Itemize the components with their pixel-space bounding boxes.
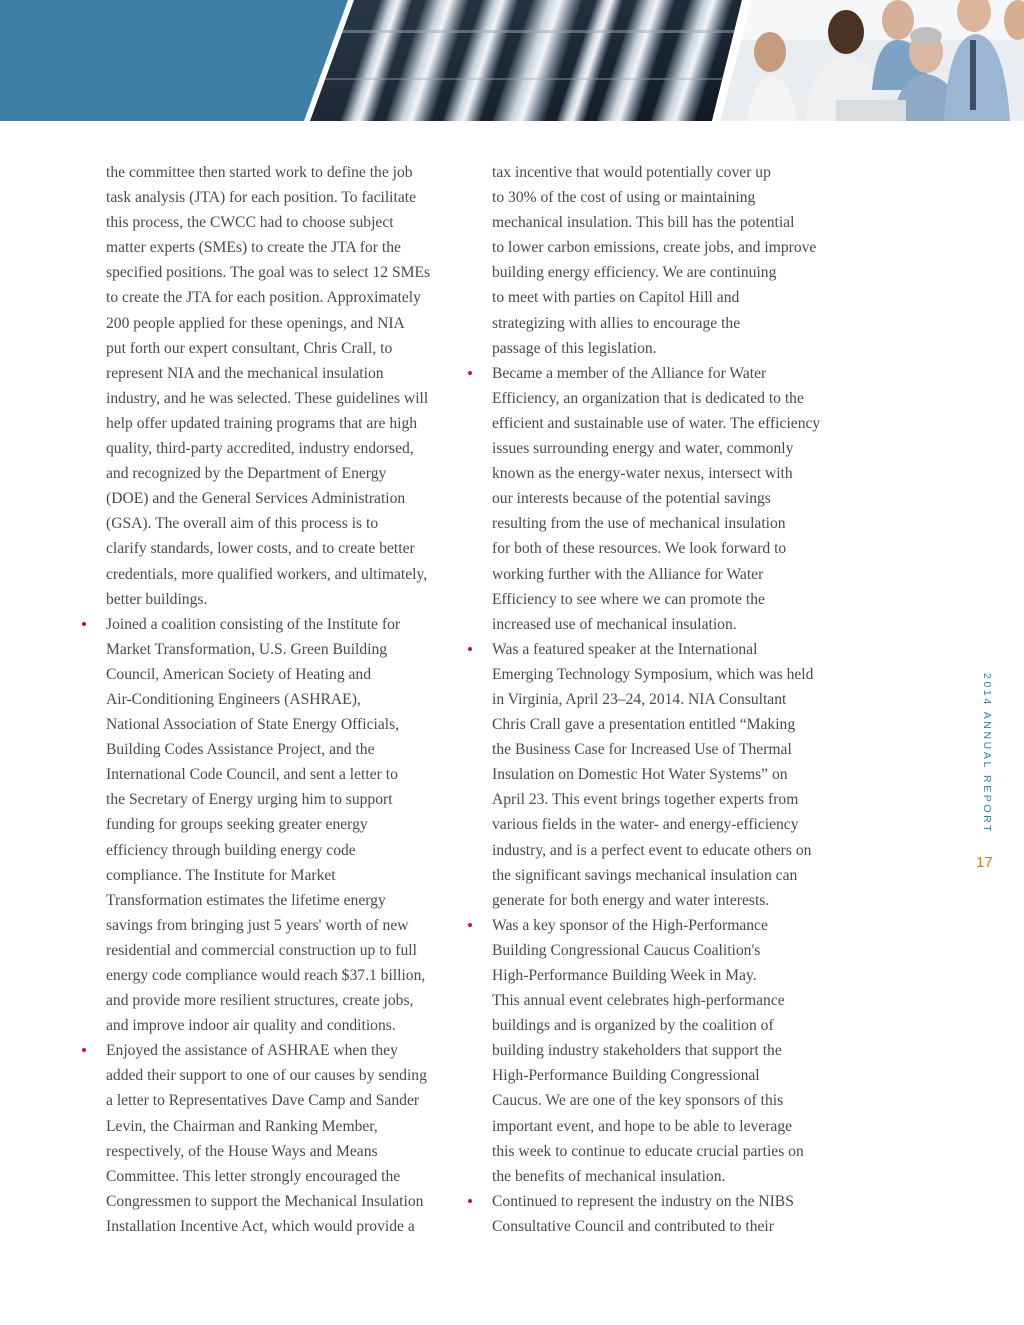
- text-line: important event, and hope to be able to leverage: [492, 1117, 793, 1135]
- bullet-item: [492, 637, 837, 913]
- paragraph: [106, 160, 451, 612]
- text-line: Building Congressional Caucus Coalition's: [492, 941, 761, 959]
- text-line: clarify standards, lower costs, and to create better: [106, 540, 415, 558]
- text-line: this process, the CWCC had to choose subject: [106, 214, 394, 232]
- text-line: known as the energy-water nexus, intersect with: [492, 465, 793, 483]
- text-line: the benefits of mechanical insulation.: [492, 1167, 726, 1185]
- text-line: tax incentive that would potentially cover up: [492, 164, 771, 181]
- text-line: efficient and sustainable use of water. The efficiency: [492, 414, 821, 432]
- text-line: 200 people applied for these openings, and NIA: [106, 314, 405, 332]
- text-line: Transformation estimates the lifetime energy: [106, 891, 386, 909]
- header-banner: [0, 0, 1024, 121]
- text-line: better buildings.: [106, 590, 208, 608]
- text-line: this week to continue to educate crucial parties on: [492, 1142, 804, 1160]
- text-line: represent NIA and the mechanical insulation: [106, 364, 384, 382]
- left-column: [106, 160, 451, 1239]
- text-line: industry, and is a perfect event to educate others on: [492, 841, 812, 859]
- text-line: Air-Conditioning Engineers (ASHRAE),: [106, 690, 361, 708]
- text-line: respectively, of the House Ways and Means: [106, 1142, 378, 1160]
- text-line: quality, third-party accredited, industry endorsed,: [106, 440, 414, 458]
- bullet-dot-icon: [468, 371, 472, 375]
- text-line: Efficiency to see where we can promote the: [492, 590, 765, 608]
- text-line: the Business Case for Increased Use of Thermal: [492, 741, 792, 759]
- text-line: Chris Crall gave a presentation entitled “Making: [492, 716, 796, 734]
- text-line: passage of this legislation.: [492, 339, 657, 357]
- text-line: issues surrounding energy and water, commonly: [492, 440, 794, 458]
- text-line: Was a key sponsor of the High-Performance: [492, 916, 768, 934]
- text-line: to lower carbon emissions, create jobs, and improve: [492, 239, 817, 257]
- page-number: 17: [976, 854, 993, 871]
- text-line: High-Performance Building Week in May.: [492, 967, 757, 984]
- text-line: (GSA). The overall aim of this process is to: [106, 515, 379, 533]
- text-line: efficiency through building energy code: [106, 841, 356, 859]
- text-line: for both of these resources. We look forward to: [492, 540, 787, 558]
- text-line: Committee. This letter strongly encouraged the: [106, 1167, 401, 1185]
- text-line: in Virginia, April 23–24, 2014. NIA Consultant: [492, 690, 787, 708]
- text-line: added their support to one of our causes by sending: [106, 1067, 427, 1085]
- text-line: the Secretary of Energy urging him to support: [106, 791, 393, 809]
- bullet-item: [106, 1038, 451, 1239]
- text-line: This annual event celebrates high-performance: [492, 992, 785, 1010]
- text-line: Congressmen to support the Mechanical Insulation: [106, 1192, 424, 1210]
- text-line: buildings and is organized by the coalition of: [492, 1017, 774, 1035]
- text-line: savings from bringing just 5 years' worth of new: [106, 916, 409, 934]
- text-line: Efficiency, an organization that is dedicated to the: [492, 389, 804, 407]
- text-line: High-Performance Building Congressional: [492, 1067, 760, 1085]
- text-line: funding for groups seeking greater energy: [106, 816, 368, 834]
- text-line: credentials, more qualified workers, and ultimately,: [106, 565, 428, 583]
- text-line: and improve indoor air quality and conditions.: [106, 1017, 396, 1035]
- text-line: matter experts (SMEs) to create the JTA for the: [106, 239, 401, 257]
- text-line: the significant savings mechanical insulation can: [492, 866, 798, 884]
- text-line: working further with the Alliance for Water: [492, 565, 764, 583]
- text-line: Enjoyed the assistance of ASHRAE when they: [106, 1042, 398, 1060]
- text-line: Installation Incentive Act, which would provide a: [106, 1217, 415, 1235]
- text-line: mechanical insulation. This bill has the potential: [492, 214, 795, 232]
- bullet-item: [492, 1189, 837, 1239]
- text-line: Insulation on Domestic Hot Water Systems” on: [492, 766, 788, 784]
- pipes-photo: [300, 0, 750, 121]
- text-line: Building Codes Assistance Project, and the: [106, 741, 375, 759]
- text-line: resulting from the use of mechanical insulation: [492, 515, 786, 533]
- bullet-dot-icon: [468, 1199, 472, 1203]
- text-line: a letter to Representatives Dave Camp and Sander: [106, 1092, 420, 1110]
- text-line: Was a featured speaker at the International: [492, 640, 758, 658]
- text-line: building energy efficiency. We are continuing: [492, 264, 777, 282]
- text-line: compliance. The Institute for Market: [106, 866, 336, 884]
- text-line: Consultative Council and contributed to their: [492, 1217, 774, 1235]
- people-photo: [715, 0, 1024, 121]
- text-line: to create the JTA for each position. Approximately: [106, 289, 421, 307]
- text-line: Emerging Technology Symposium, which was held: [492, 665, 814, 683]
- text-line: and provide more resilient structures, create jobs,: [106, 992, 414, 1010]
- text-line: (DOE) and the General Services Administration: [106, 490, 406, 508]
- bullet-item: [492, 361, 837, 637]
- text-line: Council, American Society of Heating and: [106, 665, 372, 683]
- bullet-dot-icon: [468, 647, 472, 651]
- text-line: strategizing with allies to encourage the: [492, 314, 741, 332]
- text-line: residential and commercial construction up to full: [106, 941, 417, 959]
- right-column: [492, 160, 837, 1239]
- text-line: help offer updated training programs that are high: [106, 414, 418, 432]
- text-line: energy code compliance would reach $37.1 billion,: [106, 967, 426, 984]
- bullet-dot-icon: [82, 622, 86, 626]
- text-line: and recognized by the Department of Energy: [106, 465, 387, 483]
- text-line: industry, and he was selected. These guidelines will: [106, 389, 429, 407]
- text-line: the committee then started work to define the job: [106, 164, 413, 181]
- blue-banner-block: [0, 0, 348, 121]
- text-line: to 30% of the cost of using or maintaining: [492, 189, 756, 207]
- side-label-text: 2014 ANNUAL REPORT: [981, 673, 993, 835]
- text-line: generate for both energy and water interests.: [492, 891, 770, 909]
- text-line: Joined a coalition consisting of the Institute for: [106, 615, 401, 633]
- text-line: Continued to represent the industry on the NIBS: [492, 1192, 794, 1210]
- text-line: International Code Council, and sent a letter to: [106, 766, 398, 784]
- text-line: Became a member of the Alliance for Water: [492, 364, 767, 382]
- text-line: April 23. This event brings together experts from: [492, 791, 799, 809]
- bullet-item: [106, 612, 451, 1039]
- text-line: Levin, the Chairman and Ranking Member,: [106, 1117, 378, 1135]
- annual-report-label: [973, 673, 1003, 833]
- paragraph: [492, 160, 837, 361]
- text-line: various fields in the water- and energy-efficiency: [492, 816, 799, 834]
- text-line: specified positions. The goal was to select 12 SMEs: [106, 264, 431, 282]
- text-line: put forth our expert consultant, Chris Crall, to: [106, 339, 393, 357]
- text-line: Caucus. We are one of the key sponsors of this: [492, 1092, 784, 1110]
- bullet-dot-icon: [82, 1048, 86, 1052]
- text-line: our interests because of the potential savings: [492, 490, 771, 508]
- text-line: increased use of mechanical insulation.: [492, 615, 737, 633]
- text-line: Market Transformation, U.S. Green Building: [106, 640, 388, 658]
- text-line: task analysis (JTA) for each position. To facilitate: [106, 189, 417, 207]
- text-line: to meet with parties on Capitol Hill and: [492, 289, 740, 307]
- bullet-item: [492, 913, 837, 1189]
- text-line: National Association of State Energy Officials,: [106, 716, 400, 734]
- bullet-dot-icon: [468, 923, 472, 927]
- text-line: building industry stakeholders that support the: [492, 1042, 782, 1060]
